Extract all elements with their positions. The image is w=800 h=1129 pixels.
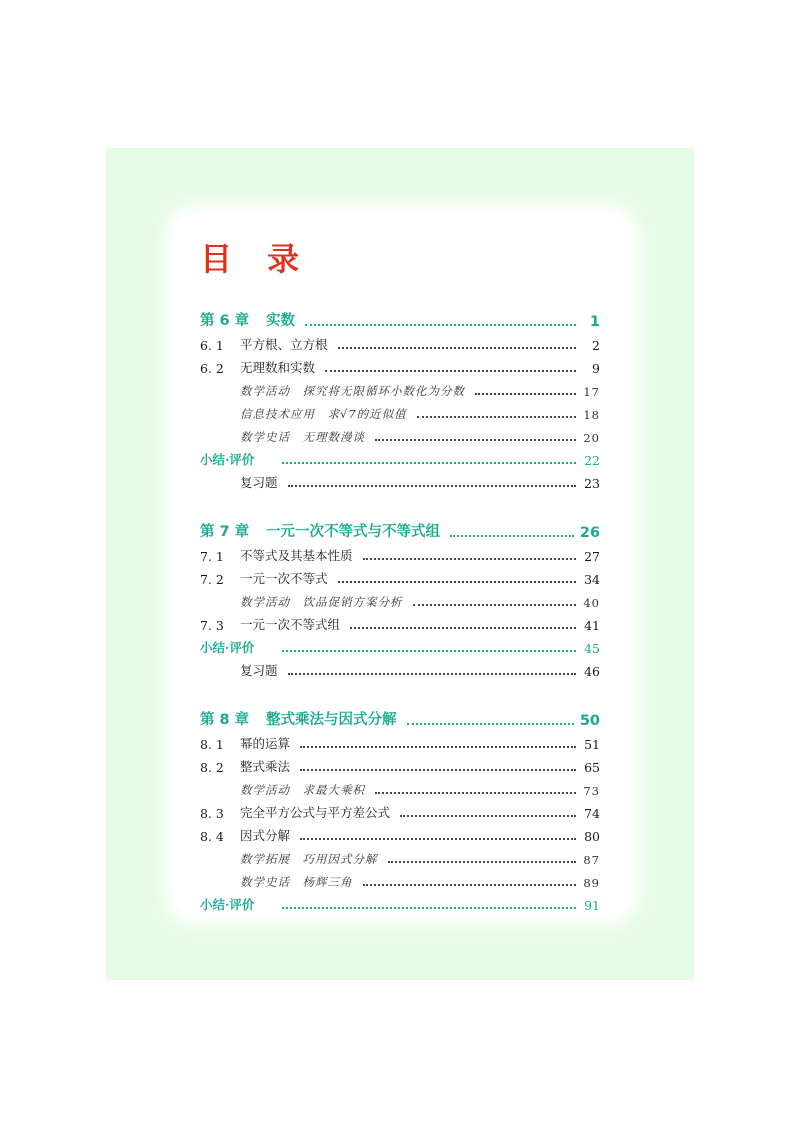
dot-leader [407,723,574,725]
chapter-title: 一元一次不等式与不等式组 [266,524,440,540]
entry-title: 复习题 [240,663,278,678]
toc-subentry[interactable] [200,422,600,445]
dot-leader [413,604,577,606]
page-number: 23 [584,476,600,491]
chapter-heading[interactable] [200,304,600,330]
dot-leader [475,393,576,395]
page-number: 74 [584,806,600,821]
page-background [106,148,694,980]
dot-leader [305,324,576,326]
dot-leader [450,535,574,537]
dot-leader [288,673,576,675]
dot-leader [417,416,576,418]
page-number: 89 [583,876,600,890]
entry-title: 小结·评价 [200,640,255,655]
chapter-label: 第 6 章 [200,313,250,329]
entry-title: 数学活动 饮品促销方案分析 [240,595,403,609]
toc-section[interactable] [200,798,600,821]
page-number: 41 [584,618,600,633]
chapter-label: 第 8 章 [200,712,250,728]
chapter-gap [200,491,600,515]
dot-leader [300,746,576,748]
chapter-title: 实数 [266,313,295,329]
toc-subentry[interactable] [200,844,600,867]
toc-section[interactable] [200,541,600,564]
chapter-label: 第 7 章 [200,524,250,540]
dot-leader [363,558,576,560]
toc-review[interactable] [200,468,600,491]
entry-title: 复习题 [240,475,278,490]
page-number: 91 [584,898,600,913]
section-number: 6. 2 [200,361,224,376]
entry-title: 数学活动 求最大乘积 [240,783,365,797]
toc-summary[interactable] [200,890,600,913]
page-number: 22 [584,453,600,468]
chapter-title: 整式乘法与因式分解 [266,712,397,728]
dot-leader [325,370,576,372]
contents-card [174,214,630,916]
dot-leader [300,769,576,771]
page-number: 27 [584,549,600,564]
entry-title: 平方根、立方根 [240,337,328,352]
toc-section[interactable] [200,821,600,844]
entry-title: 数学活动 探究将无限循环小数化为分数 [240,384,465,398]
chapter-gap [200,679,600,703]
dot-leader [300,838,576,840]
toc-section[interactable] [200,330,600,353]
page-number: 34 [584,572,600,587]
page-number: 65 [584,760,600,775]
section-number: 8. 2 [200,760,224,775]
toc-subentry[interactable] [200,399,600,422]
page-number: 51 [584,737,600,752]
dot-leader [388,861,577,863]
chapter-heading[interactable] [200,703,600,729]
dot-leader [350,627,576,629]
page-number: 1 [589,314,600,330]
page-number: 18 [583,408,600,422]
table-of-contents [200,304,600,913]
toc-review[interactable] [200,656,600,679]
toc-subentry[interactable] [200,376,600,399]
section-number: 7. 1 [200,549,224,564]
entry-title: 小结·评价 [200,452,255,467]
entry-title: 完全平方公式与平方差公式 [240,805,391,820]
toc-summary[interactable] [200,633,600,656]
entry-title: 整式乘法 [240,759,291,774]
page-number: 9 [592,361,600,376]
toc-subentry[interactable] [200,587,600,610]
entry-title: 无理数和实数 [240,360,316,375]
dot-leader [375,439,576,441]
section-number: 8. 3 [200,806,224,821]
toc-section[interactable] [200,353,600,376]
dot-leader [375,792,576,794]
toc-section[interactable] [200,564,600,587]
toc-subentry[interactable] [200,775,600,798]
dot-leader [288,485,576,487]
entry-title: 信息技术应用 求√7的近似值 [240,407,407,421]
page-number: 20 [583,431,600,445]
page-number: 80 [584,829,600,844]
page-number: 87 [583,853,600,867]
section-number: 7. 2 [200,572,224,587]
section-number: 8. 4 [200,829,224,844]
section-number: 7. 3 [200,618,224,633]
page-number: 17 [583,385,600,399]
page-number: 45 [584,641,600,656]
dot-leader [400,815,576,817]
toc-subentry[interactable] [200,867,600,890]
dot-leader [338,581,576,583]
page-number: 73 [583,784,600,798]
entry-title: 一元一次不等式 [240,571,328,586]
page-number: 2 [592,338,600,353]
entry-title: 小结·评价 [200,897,255,912]
section-number: 6. 1 [200,338,224,353]
entry-title: 不等式及其基本性质 [240,548,353,563]
page-number: 46 [584,664,600,679]
entry-title: 数学拓展 巧用因式分解 [240,852,378,866]
toc-section[interactable] [200,729,600,752]
entry-title: 一元一次不等式组 [240,617,341,632]
page-number: 50 [579,713,600,729]
dot-leader [282,650,576,652]
entry-title: 数学史话 杨辉三角 [240,875,353,889]
toc-section[interactable] [200,752,600,775]
entry-title: 因式分解 [240,828,291,843]
dot-leader [363,884,577,886]
dot-leader [282,907,576,909]
page-title: 目 录 [200,240,312,278]
section-number: 8. 1 [200,737,224,752]
dot-leader [338,347,576,349]
toc-section[interactable] [200,610,600,633]
entry-title: 数学史话 无理数漫谈 [240,430,365,444]
chapter-heading[interactable] [200,515,600,541]
page-number: 26 [579,525,600,541]
page-number: 40 [583,596,600,610]
toc-summary[interactable] [200,445,600,468]
dot-leader [282,462,576,464]
entry-title: 幂的运算 [240,736,291,751]
